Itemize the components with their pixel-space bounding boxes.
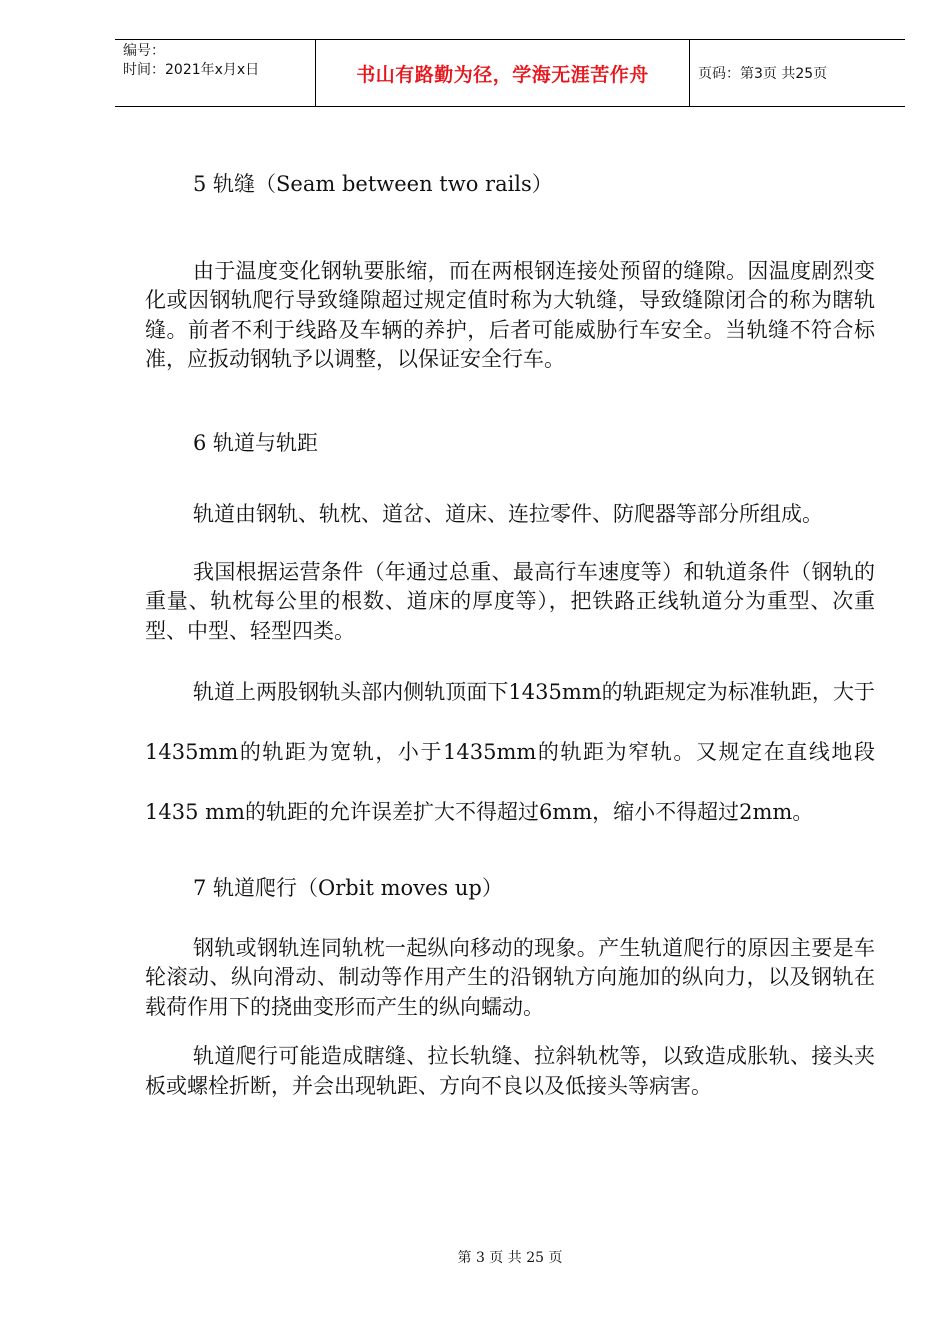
section-5-heading: 5 轨缝（Seam between two rails） — [193, 172, 553, 196]
header-date: 时间：2021年x月x日 — [123, 62, 260, 78]
header-page-code: 页码：第3页 共25页 — [698, 66, 828, 82]
section-5-paragraph-1: 由于温度变化钢轨要胀缩，而在两根钢连接处预留的缝隙。因温度剧烈变化或因钢轨爬行导致缝隙超过规定值时称为大轨缝，导致缝隙闭合的称为瞎轨缝。前者不利于线路及车辆的养护，后者可能威胁行车安全。当轨缝不符合标准，应扳动钢轨予以调整，以保证安全行车。 — [145, 258, 875, 371]
header-number-label: 编号： — [123, 43, 165, 59]
section-6-paragraph-3: 轨道上两股钢轨头部内侧轨顶面下1435mm的轨距规定为标准轨距，大于1435mm的轨距为宽轨，小于1435mm的轨距为窄轨。又规定在直线地段1435 mm的轨距的允许误差扩大不得超过6mm，缩小不得超过2mm。 — [145, 680, 875, 824]
section-6-heading: 6 轨道与轨距 — [193, 430, 319, 455]
section-7-heading: 7 轨道爬行（Orbit moves up） — [193, 876, 503, 900]
header-motto: 书山有路勤为径，学海无涯苦作舟 — [316, 40, 690, 106]
section-7-paragraph-1: 钢轨或钢轨连同轨枕一起纵向移动的现象。产生轨道爬行的原因主要是车轮滚动、纵向滑动、制动等作用产生的沿钢轨方向施加的纵向力，以及钢轨在载荷作用下的挠曲变形而产生的纵向蠕动。 — [145, 935, 875, 1019]
header-meta — [115, 40, 316, 106]
page-footer: 第 3 页 共 25 页 — [457, 1250, 563, 1266]
page-header — [115, 39, 905, 107]
document-body — [145, 170, 875, 1101]
section-7-paragraph-2: 轨道爬行可能造成瞎缝、拉长轨缝、拉斜轨枕等，以致造成胀轨、接头夹板或螺栓折断，并会出现轨距、方向不良以及低接头等病害。 — [145, 1044, 875, 1098]
section-6-paragraph-2: 我国根据运营条件（年通过总重、最高行车速度等）和轨道条件（钢轨的重量、轨枕每公里的根数、道床的厚度等），把铁路正线轨道分为重型、次重型、中型、轻型四类。 — [145, 559, 875, 643]
section-6-paragraph-1: 轨道由钢轨、轨枕、道岔、道床、连拉零件、防爬器等部分所组成。 — [193, 502, 823, 526]
